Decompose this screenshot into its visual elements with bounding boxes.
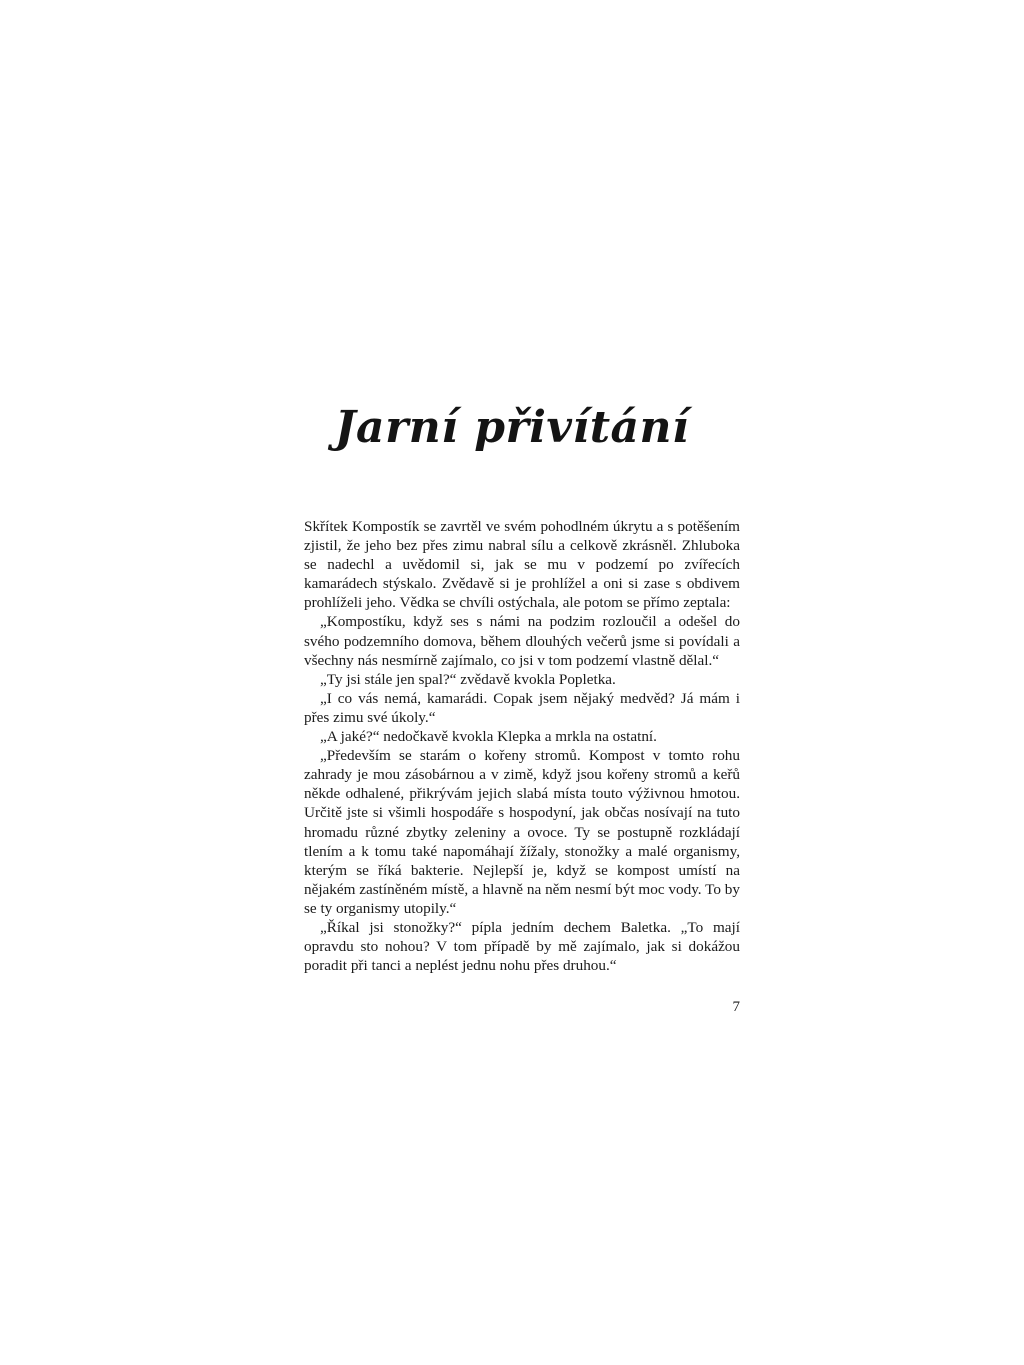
paragraph: „Ty jsi stále jen spal?“ zvědavě kvokla Popletka. <box>320 670 616 688</box>
paragraph: „A jaké?“ nedočkavě kvokla Klepka a mrkla na ostatní. <box>320 728 657 746</box>
paragraph: Skřítek Kompostík se zavrtěl ve svém pohodlném úkrytu a s potěšením zjistil, že jeho bez přes zimu nabral sílu a celkově zkrásněl. Zhluboka se nadechl a uvědomil si, jak se mu v podzemí po zvířecích kamarádech stýskalo. Zvědavě si je prohlížel a oni si zase s obdivem prohlíželi jeho. Vědka se chvíli ostýchala, ale potom se přímo zeptala: <box>304 518 740 612</box>
chapter-title: Jarní přivítání <box>334 402 690 453</box>
page-number: 7 <box>732 999 740 1015</box>
paragraph: „I co vás nemá, kamarádi. Copak jsem nějaký medvěd? Já mám i přes zimu své úkoly.“ <box>304 689 740 726</box>
paragraph: „Především se starám o kořeny stromů. Kompost v tomto rohu zahrady je mou zásobárnou a v zimě, když jsou kořeny stromů a keřů někde odhalené, přikrývám jejich slabá místa touto výživnou hmotou. Určitě jste si všimli hospodáře s hospodyní, jak občas nosívají na tuto hromadu různé zbytky zeleniny a ovoce. Ty se postupně rozkládají tlením a k tomu také napomáhají žížaly, stonožky a malé organismy, kterým se říká bakterie. Nejlepší je, když se kompost umístí na nějakém zastíněném místě, a hlavně na něm nesmí být moc vody. To by se ty organismy utopily.“ <box>304 747 740 917</box>
paragraph: „Kompostíku, když ses s námi na podzim rozloučil a odešel do svého podzemního domova, během dlouhých večerů jsme si povídali a všechny nás nesmírně zajímalo, co jsi v tom podzemí vlastně dělal.“ <box>304 613 740 669</box>
body-text <box>304 517 740 975</box>
paragraph: „Říkal jsi stonožky?“ pípla jedním dechem Baletka. „To mají opravdu sto nohou? V tom případě by mě zajímalo, jak si dokážou poradit při tanci a neplést jednu nohu přes druhou.“ <box>304 918 740 975</box>
